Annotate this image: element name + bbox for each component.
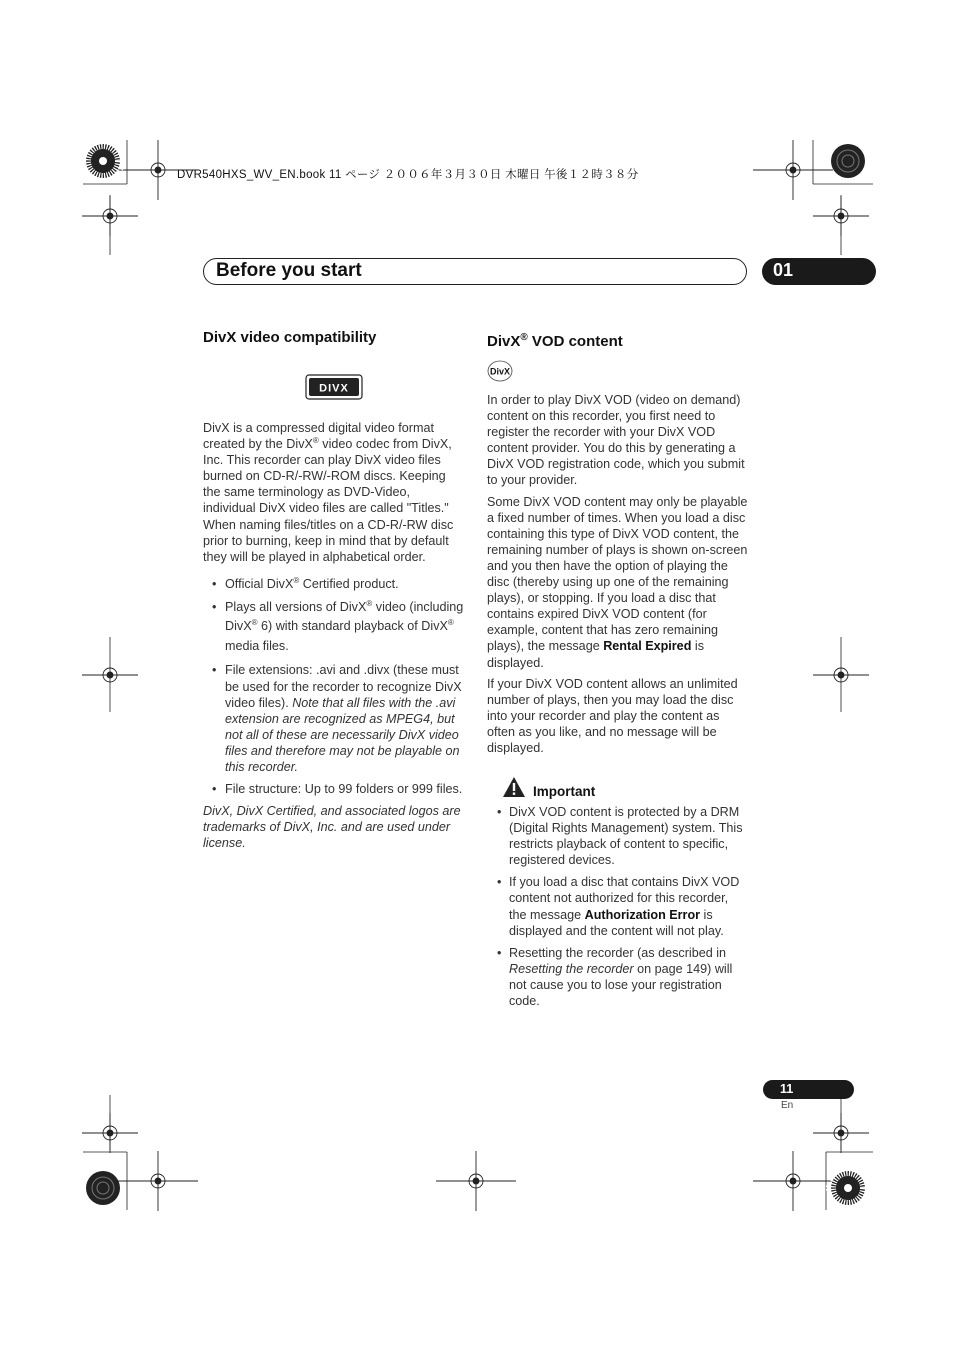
page-title: Before you start bbox=[216, 260, 362, 281]
page-number-tab bbox=[763, 1080, 854, 1099]
list-item: • DivX VOD content is protected by a DRM (Digital Rights Management) system. This restricts playback of content to specific, registered devices. bbox=[487, 804, 749, 868]
trademark-note: DivX, DivX Certified, and associated logos are trademarks of DivX, Inc. and are used under license. bbox=[203, 804, 461, 851]
paragraph: If your DivX VOD content allows an unlimited number of plays, then you may load the disc into your recorder and play the content as often as you like, and no message will be displayed. bbox=[487, 676, 738, 755]
paragraph: In order to play DivX VOD (video on demand) content on this recorder, you first need to register the recorder with your DivX VOD content provider. You do this by generating a DivX VOD registration code, which you submit to your provider. bbox=[487, 393, 745, 488]
divx-logo bbox=[305, 374, 363, 400]
list-item: • File extensions: .avi and .divx (these must be used for the recorder to recognize DivX video files). Note that all files with the .avi extension are recognized as MPEG4, but not all of these are necessarily DivX video files and therefore may not be playable on this recorder. bbox=[203, 662, 465, 775]
left-column bbox=[203, 420, 465, 856]
crosshair-marks bbox=[82, 140, 869, 1211]
right-heading: DivX® VOD content bbox=[487, 332, 623, 350]
important-label: Important bbox=[533, 784, 596, 799]
print-slug: DVR540HXS_WV_EN.book 11 ページ ２００６年３月３０日 木曜日 午後１２時３８分 bbox=[177, 169, 639, 181]
chapter-number: 01 bbox=[773, 260, 794, 280]
important-list bbox=[487, 804, 749, 1015]
list-item: • Official DivX® Certified product. bbox=[203, 576, 465, 592]
divx-badge-text: DivX bbox=[489, 366, 511, 377]
list-item: • File structure: Up to 99 folders or 999 files. bbox=[203, 781, 465, 797]
right-column bbox=[487, 392, 749, 761]
list-item: • Resetting the recorder (as described in Resetting the recorder on page 149) will not cause you to lose your registration code. bbox=[487, 945, 749, 1009]
warning-icon bbox=[502, 776, 526, 798]
divx-logo-text: DIVX bbox=[319, 382, 349, 395]
paragraph: Some DivX VOD content may only be playable a fixed number of times. When you load a disc containing this type of DivX VOD content, the remaining number of plays is shown on-screen and you then have the option of playing the disc (thereby using up one of the remaining plays), or stopping. If you load a disc that contains expired DivX VOD content (for example, content that has zero remaining plays), the message Rental Expired is displayed. bbox=[487, 494, 748, 670]
list-item: • If you load a disc that contains DivX VOD content not authorized for this recorder, the message Authorization Error is displayed and the content will not play. bbox=[487, 874, 749, 938]
page-language: En bbox=[781, 1100, 794, 1111]
left-heading: DivX video compatibility bbox=[203, 329, 377, 346]
divx-badge-icon bbox=[487, 360, 513, 382]
page-number: 11 bbox=[780, 1082, 794, 1096]
list-item: • Plays all versions of DivX® video (including DivX® 6) with standard playback of DivX® media files. bbox=[203, 598, 465, 657]
intro-paragraph: DivX is a compressed digital video format created by the DivX® video codec from DivX, Inc. This recorder can play DivX video files burned on CD-R/-RW/-ROM discs. Keeping the same terminology as DVD-Video, individual DivX video files are called "Titles." When naming files/titles on a CD-R/-RW disc prior to burning, keep in mind that by default they will be played in alphabetical order. bbox=[203, 421, 454, 564]
chapter-tab bbox=[762, 258, 876, 285]
